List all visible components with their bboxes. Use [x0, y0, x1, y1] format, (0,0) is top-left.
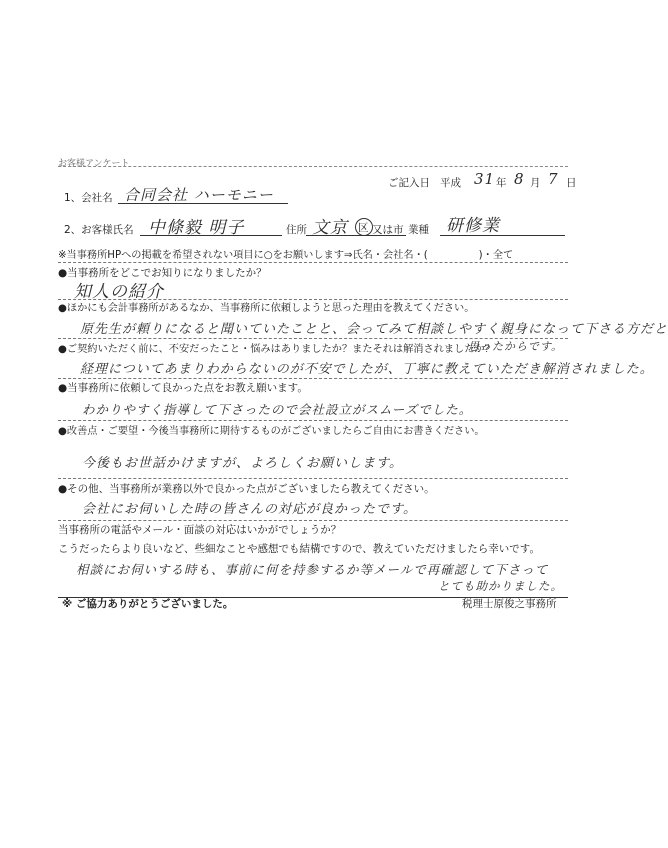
question-concerns: ●ご契約いただく前に、不安だったこと・悩みはありましたか？またそれは解消されましたか？	[58, 344, 495, 355]
month-unit: 月	[530, 177, 541, 189]
address-value: 文京	[312, 218, 348, 238]
customer-value: 中條毅 明子	[148, 218, 245, 238]
industry-value: 研修業	[446, 216, 500, 236]
question-good-points: ●当事務所に依頼して良かった点をお教え願います。	[58, 382, 308, 394]
question-reason: ●ほかにも会計事務所があるなか、当事務所に依頼しようと思った理由を教えてください。	[58, 303, 475, 314]
question-source: ●当事務所をどこでお知りになりましたか？	[58, 267, 267, 279]
closing-question-2: こうだったらより良いなど、些細なことや感想でも結構ですので、教えていただけましたら幸いです。	[58, 543, 540, 555]
era-label: 平成	[440, 177, 461, 189]
answer-reason-continued: 思ったからです。	[468, 340, 564, 353]
customer-underline	[140, 235, 282, 236]
question-improvements: ●改善点・ご要望・今後当事務所に期待するものがございましたらご自由にお書きください。	[58, 426, 485, 437]
answer-concerns: 経理についてあまりわからないのが不安でしたが、丁寧に教えていただき解消されました。	[80, 362, 654, 377]
answer-good-points: わかりやすく指導して下さったので会社設立がスムーズでした。	[82, 402, 473, 417]
year-value: 31	[474, 170, 496, 188]
address-label: 住所	[286, 224, 307, 236]
company-value: 合同会社 ハーモニー	[124, 186, 274, 204]
company-label: 1、会社名	[64, 192, 113, 204]
month-value: 8	[514, 170, 525, 188]
question-other: ●その他、当事務所が業務以外で良かった点がございましたら教えてください。	[58, 483, 435, 495]
address-suffix: 又は市	[372, 224, 404, 236]
divider	[58, 262, 568, 263]
date-label: ご記入日	[388, 177, 430, 189]
answer-reason: 原先生が頼りになると聞いていたことと、会ってみて相談しやすく親身になって下さる方だと	[80, 322, 668, 337]
year-unit: 年	[496, 177, 507, 189]
closing-answer-line-1: 相談にお伺いする時も、事前に何を持参するか等メールで再確認して下さって	[76, 562, 549, 577]
office-name: 税理士原俊之事務所	[462, 598, 557, 610]
industry-underline	[440, 235, 565, 236]
divider	[58, 478, 568, 479]
day-value: 7	[548, 170, 559, 188]
header-divider	[58, 166, 568, 167]
form-title: お客様アンケート	[58, 159, 130, 169]
answer-improvements: 今後もお世話かけますが、よろしくお願いします。	[82, 456, 403, 471]
address-ward: 区	[358, 222, 369, 234]
divider	[58, 420, 568, 421]
hp-question: ※当事務所HPへの掲載を希望されない項目に○をお願いします⇒氏名・会社名・( )・全て	[58, 250, 514, 261]
divider	[58, 520, 568, 521]
customer-label: 2、お客様氏名	[64, 224, 134, 236]
day-unit: 日	[566, 177, 577, 189]
answer-other: 会社にお伺いした時の皆さんの対応が良かったです。	[82, 502, 417, 517]
industry-label: 業種	[408, 224, 429, 236]
answer-source: 知人の紹介	[74, 282, 164, 302]
closing-question-1: 当事務所の電話やメール・面談の対応はいかがでしょうか？	[58, 524, 342, 536]
divider	[58, 378, 568, 379]
closing-answer-line-2: とても助かりました。	[438, 579, 563, 593]
company-underline	[118, 203, 288, 204]
address-underline	[306, 235, 406, 236]
thanks-text: ※ ご協力ありがとうございました。	[62, 598, 234, 610]
